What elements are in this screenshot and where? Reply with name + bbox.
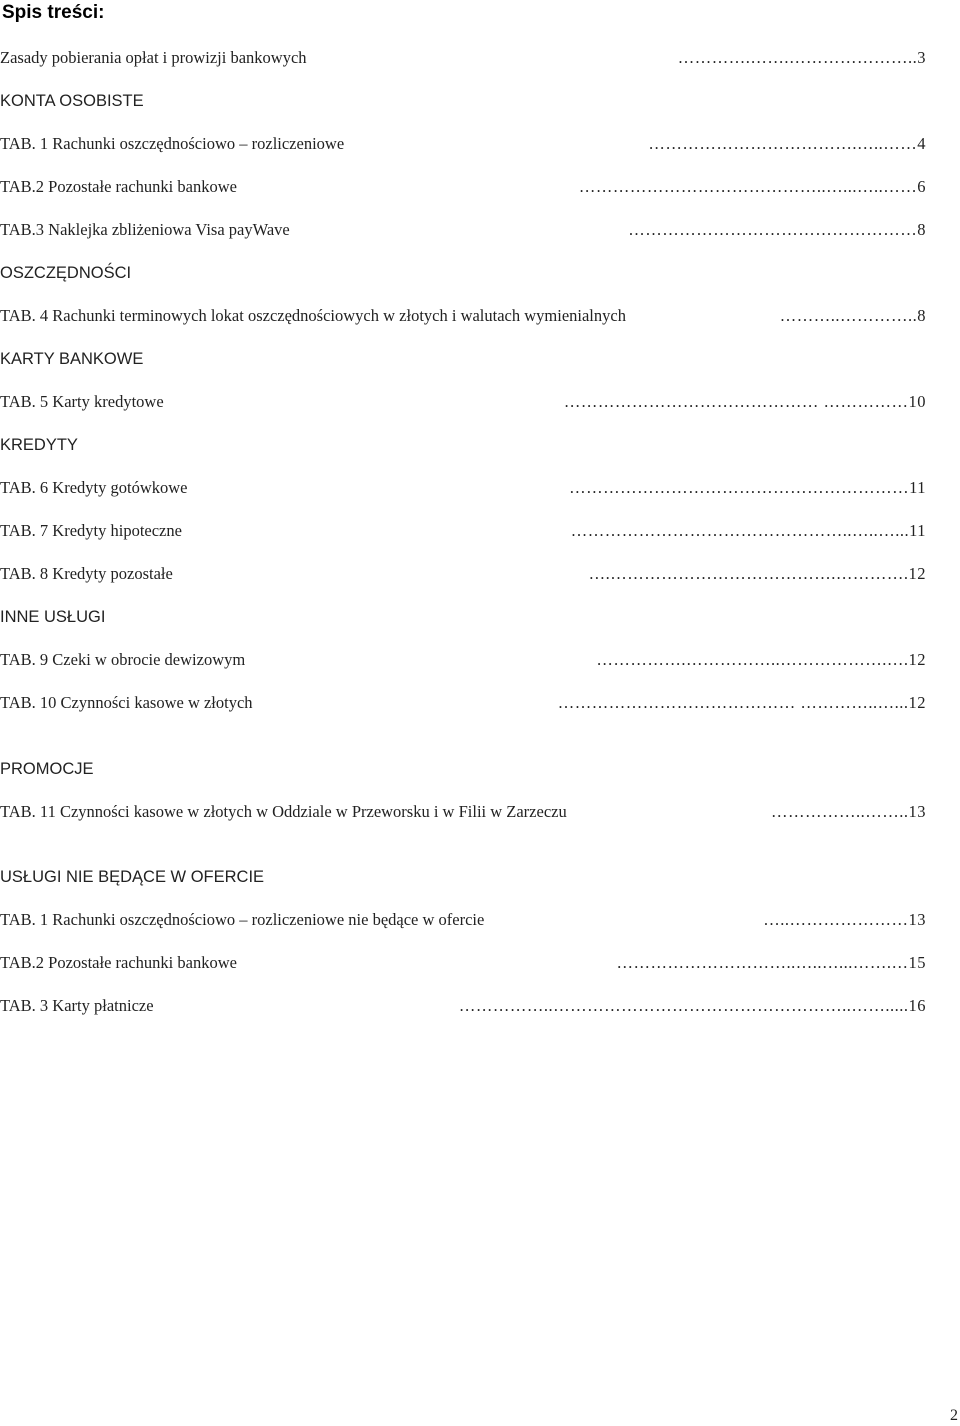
toc-entry-label: TAB. 5 Karty kredytowe (0, 392, 164, 411)
toc-entry-leader: ……………..……..13 (771, 802, 926, 821)
toc-entry-leader: …..…………………13 (763, 910, 926, 929)
toc-entry-leader: ……………………………….…..……4 (648, 134, 926, 153)
toc-entry-label: TAB. 1 Rachunki oszczędnościowo – rozliczeniowe (0, 134, 345, 153)
toc-entry-label: TAB. 8 Kredyty pozostałe (0, 564, 173, 583)
section-heading-promocje: PROMOCJE (0, 760, 94, 778)
toc-entry-label: TAB. 6 Kredyty gotówkowe (0, 478, 188, 497)
toc-entry-label: TAB. 10 Czynności kasowe w złotych (0, 693, 253, 712)
section-heading-inne-uslugi: INNE USŁUGI (0, 608, 106, 626)
page-title: Spis treści: (2, 2, 105, 23)
toc-entry-label: TAB. 11 Czynności kasowe w złotych w Oddziale w Przeworsku i w Filii w Zarzeczu (0, 802, 567, 821)
toc-entry-label: TAB.3 Naklejka zbliżeniowa Visa payWave (0, 220, 290, 239)
section-heading-konta-osobiste: KONTA OSOBISTE (0, 92, 144, 110)
toc-entry-leader: …………………………………… …………..…...12 (557, 693, 926, 712)
toc-entry-label: TAB.2 Pozostałe rachunki bankowe (0, 953, 237, 972)
toc-entry-label: TAB. 7 Kredyty hipoteczne (0, 521, 182, 540)
section-heading-karty-bankowe: KARTY BANKOWE (0, 350, 144, 368)
page-number: 2 (950, 1407, 958, 1424)
toc-entry-leader: ……………..……………………………………………..…….....16 (458, 996, 926, 1015)
toc-entry-label: TAB. 1 Rachunki oszczędnościowo – rozliczeniowe nie będące w ofercie (0, 910, 485, 929)
toc-entry-leader: ……………………………………………………11 (569, 478, 926, 497)
section-heading-uslugi-nie-w-ofercie: USŁUGI NIE BĘDĄCE W OFERCIE (0, 868, 265, 886)
toc-entry-leader: ………..…………..8 (779, 306, 926, 325)
section-heading-oszczednosci: OSZCZĘDNOŚCI (0, 264, 132, 282)
toc-entry-leader: ………….…….…………………..3 (677, 48, 926, 67)
toc-entry-label: TAB. 4 Rachunki terminowych lokat oszczędnościowych w złotych i walutach wymienialnych (0, 306, 626, 325)
toc-entry-leader: ……………………………………… ……………10 (563, 392, 926, 411)
toc-entry-label: TAB. 9 Czeki w obrocie dewizowym (0, 650, 246, 669)
toc-entry-leader: …………………………………………..…..…...11 (570, 521, 926, 540)
toc-entry-leader: ……………………………………..…...…..……6 (578, 177, 926, 196)
toc-entry-label: TAB. 3 Karty płatnicze (0, 996, 154, 1015)
toc-entry-label: Zasady pobierania opłat i prowizji bankowych (0, 48, 307, 67)
toc-entry-leader: …………….……………..……………….….12 (596, 650, 926, 669)
toc-entry-label: TAB.2 Pozostałe rachunki bankowe (0, 177, 237, 196)
toc-entry-leader: ….………………………………….………….12 (588, 564, 926, 583)
section-heading-kredyty: KREDYTY (0, 436, 78, 454)
toc-entry-leader: …………………………..…..…...…….…15 (616, 953, 926, 972)
toc-entry-leader: ……………………………………………8 (628, 220, 926, 239)
